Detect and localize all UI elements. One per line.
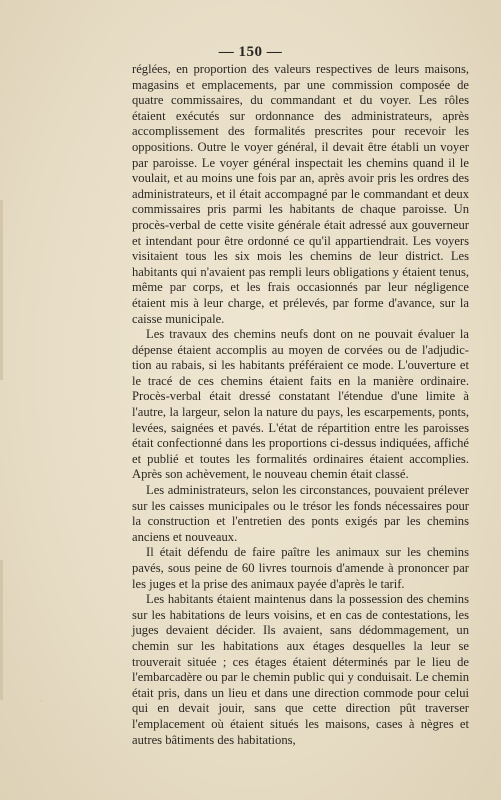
page-edge-stain [0,200,3,380]
paragraph: Il était défendu de faire paître les animaux sur les chemins pavés, sous peine de 60 livres tournois d'amende à prononcer par les juges et la prise des animaux payée d'après le tarif. [132,545,469,591]
paragraph: Les habitants étaient maintenus dans la possession des chemins sur les habitations de leurs voisins, et en cas de contestations, les juges devaient décider. Ils avaient, sans dédommagement, un chemin sur les habitations aux étages desquelles la leur se trouverait située ; ces étages étaient déterminés par le lieu de l'embarcadère ou par le chemin public qui y conduisait. Le chemin était pris, dans un lieu et dans une direction commode pour celui qui en devait jouir, sans que cette direction pût traverser l'emplacement où étaient situés les maisons, cases à nègres et autres bâtiments des habitations, [132,592,469,747]
paragraph: Les travaux des chemins neufs dont on ne pouvait évaluer la dépense étaient accomplis au moyen de corvées ou de l'adjudic-tion au rabais, si les habitants préféraient ce mode. L'ouverture et le tracé de ces chemins étaient faits en la manière ordinaire. Procès-verbal était dressé constatant l'étendue d'une limite à l'autre, la largeur, selon la nature du pays, les escarpements, ponts, levées, saignées et pavés. L'état de répartition entre les paroisses était confectionné dans les proportions ci-dessus indiquées, affiché et publié et toutes les formalités ordinaires étaient accomplies. Après son achèvement, le nouveau chemin était classé. [132,327,469,482]
paragraph: réglées, en proportion des valeurs respectives de leurs maisons, magasins et emplacements, par une commission composée de quatre commissaires, du commandant et du voyer. Les rôles étaient exécutés sur ordonnance des administrateurs, après accomplissement des formalités prescrites pour recevoir les oppositions. Outre le voyer général, il devait être établi un voyer par paroisse. Le voyer général inspectait les chemins quand il le voulait, et au moins une fois par an, après avoir pris les ordres des administrateurs, et il était accompagné par le commandant et deux commissaires pris parmi les habitants de chaque paroisse. Un procès-verbal de cette visite générale était adressé aux gouverneur et intendant pour être ordonné ce qu'il appartiendrait. Les voyers visitaient tous les six mois les chemins de leur district. Les habitants qui n'avaient pas rempli leurs obligations y étaient tenus, même par corps, et les frais occasionnés par leur négligence étaient mis à leur charge, et prélevés, par forme d'avance, sur la caisse municipale. [132,62,469,326]
page-number: — 150 — [218,44,283,60]
paper-foxing-spot [40,700,42,702]
body-text [132,62,469,748]
page-edge-stain [0,560,3,700]
paragraph: Les administrateurs, selon les circonstances, pouvaient prélever sur les caisses municipales ou le trésor les fonds nécessaires pour la construction et l'entretien des ponts exigés par les chemins anciens et nouveaux. [132,483,469,544]
